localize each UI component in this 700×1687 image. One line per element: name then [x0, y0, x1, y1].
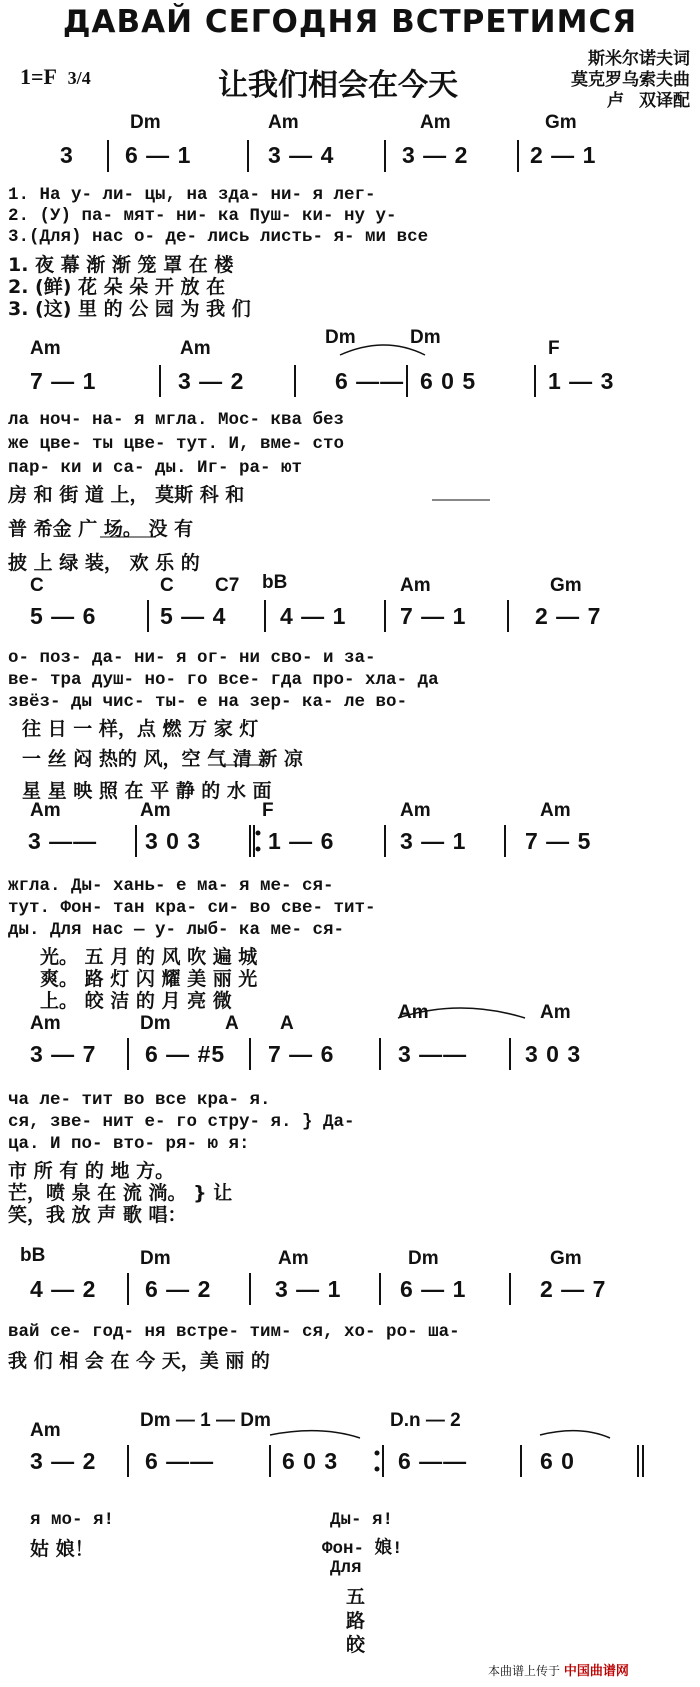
lyric-line: Ды- я! [330, 1510, 394, 1530]
measure: 5 — 4 [160, 603, 227, 629]
measure: 3 0 3 [145, 828, 202, 854]
measure: 1 — 3 [548, 368, 615, 394]
key-label: 1=F [20, 64, 57, 89]
chord: Dm [410, 327, 441, 348]
chord: bB [20, 1245, 46, 1266]
chord: Am [140, 800, 171, 821]
measure: 6 — #5 [145, 1041, 226, 1067]
lyric-line-zh: 3. (这) 里 的 公 园 为 我 们 [8, 298, 251, 320]
measure: 6 — 1 [400, 1276, 467, 1302]
page-title-ru: ДАВАЙ СЕГОДНЯ ВСТРЕТИМСЯ [62, 4, 638, 40]
chord: A [280, 1013, 294, 1034]
lyric-line: Для [330, 1558, 362, 1578]
measure: 6 —— [145, 1448, 215, 1474]
measure: 3 — 2 [402, 142, 469, 168]
chord: Am [30, 800, 61, 821]
measure: 3 — 4 [268, 142, 335, 168]
chord: Gm [550, 575, 582, 596]
chord: Dm [408, 1248, 439, 1269]
lyric-line-zh: 光。 五 月 的 风 吹 遍 城 [40, 946, 258, 968]
lyric-line-zh: 2. (鲜) 花 朵 朵 开 放 在 [8, 276, 226, 298]
measure: 6 0 [540, 1448, 575, 1474]
measure: 3 — 2 [30, 1448, 97, 1474]
measure: 6 — 2 [145, 1276, 212, 1302]
lyric-col-zh: 皎 [346, 1634, 366, 1656]
lyric-line: ча ле- тит во все кра- я. [8, 1090, 271, 1110]
time-denominator: 4 [81, 68, 91, 88]
measure: 3 0 3 [525, 1041, 582, 1067]
lyric-line: 3.(Для) нас о- де- лись листь- я- ми все [8, 227, 429, 247]
chord: Am [30, 1420, 61, 1441]
measure: 4 — 2 [30, 1276, 97, 1302]
chord: bB [262, 572, 288, 593]
lyric-line-zh: 爽。 路 灯 闪 耀 美 丽 光 [40, 968, 258, 990]
chord: Am [400, 575, 431, 596]
measure: 1 — 6 [268, 828, 335, 854]
key-signature [20, 64, 91, 90]
footer [488, 1660, 629, 1679]
lyric-line: 2. (У) па- мят- ни- ка Пуш- ки- ну у- [8, 206, 397, 226]
lyric-line: Фон- 娘! [322, 1539, 403, 1559]
lyric-line: я мо- я! [30, 1510, 115, 1530]
measure: 3 — 1 [275, 1276, 342, 1302]
footer-text: 本曲谱上传于 [488, 1664, 561, 1678]
measure: 3 —— [398, 1041, 468, 1067]
lyric-line: ла ноч- на- я мгла. Мос- ква без [8, 410, 345, 430]
chord: Gm [550, 1248, 582, 1269]
chord: Dm [325, 327, 356, 348]
lyric-line-zh: 房 和 街 道 上， 莫斯 科 和 [8, 484, 245, 506]
chord: C7 [215, 575, 240, 596]
measure: 7 — 1 [30, 368, 97, 394]
credit-music: 莫克罗乌索夫曲 [571, 70, 690, 90]
lyric-line-zh: 披 上 绿 装， 欢 乐 的 [8, 552, 200, 574]
measure: 6 —— [398, 1448, 468, 1474]
lyric-line: о- поз- да- ни- я ог- ни сво- и за- [8, 648, 376, 668]
measure: 6 0 5 [420, 368, 477, 394]
footer-site[interactable]: 中国曲谱网 [563, 1664, 629, 1679]
lyric-line: ца. И по- вто- ря- ю я: [8, 1134, 250, 1154]
lyric-col-zh: 五 [346, 1586, 366, 1608]
chord: C [30, 575, 44, 596]
measure: 2 — 7 [535, 603, 602, 629]
lyric-line: же цве- ты цве- тут. И, вме- сто [8, 434, 345, 454]
credit-translator-b: 双译配 [639, 91, 690, 111]
chord: Am [278, 1248, 309, 1269]
chord: Am [540, 1002, 571, 1023]
lyric-col-zh: 路 [346, 1610, 366, 1632]
lyric-line: 1. На у- ли- цы, на зда- ни- я лег- [8, 185, 376, 205]
lyric-line-zh: 上。 皎 洁 的 月 亮 微 [40, 990, 232, 1012]
measure: 6 0 3 [282, 1448, 339, 1474]
measure: 7 — 5 [525, 828, 592, 854]
lyric-line-zh: 芒，喷 泉 在 流 淌。 } 让 [8, 1182, 233, 1204]
lyric-line-zh: 姑 娘！ [30, 1538, 94, 1560]
lyric-line: тут. Фон- тан кра- си- во све- тит- [8, 898, 376, 918]
lyric-line: пар- ки и са- ды. Иг- ра- ют [8, 458, 303, 478]
measure: 6 — 1 [125, 142, 192, 168]
chord: Am [180, 338, 211, 359]
lyric-line: звёз- ды чис- ты- е на зер- ка- ле во- [8, 692, 408, 712]
chord: Dm — 1 — Dm [140, 1410, 271, 1431]
chord: A [225, 1013, 239, 1034]
chord: Am [30, 1013, 61, 1034]
measure: 3 — 1 [400, 828, 467, 854]
measure: 7 — 1 [400, 603, 467, 629]
credit-lyrics: 斯米尔诺夫词 [588, 49, 690, 69]
lyric-line-zh: 一 丝 闷 热的 风，空 气 清 新 凉 [22, 748, 303, 770]
lyric-line-zh: 往 日 一 样，点 燃 万 家 灯 [22, 718, 259, 740]
chord: Am [268, 112, 299, 133]
lyric-line: вай се- год- ня встре- тим- ся, хо- ро- ша- [8, 1322, 460, 1342]
chord: Am [398, 1002, 429, 1023]
chord: Gm [545, 112, 577, 133]
chord: Am [540, 800, 571, 821]
measure: 7 — 6 [268, 1041, 335, 1067]
time-signature: 3/4 [67, 68, 91, 88]
lyric-line-zh: 笑，我 放 声 歌 唱： [8, 1204, 187, 1226]
chord: F [262, 800, 274, 821]
measure: 4 — 1 [280, 603, 347, 629]
lyric-line-zh: 我 们 相 会 在 今 天，美 丽 的 [8, 1350, 270, 1372]
chord: F [548, 338, 560, 359]
measure: 3 — 7 [30, 1041, 97, 1067]
page-title-zh: 让我们相会在今天 [218, 68, 458, 103]
chord: Am [420, 112, 451, 133]
measure: 2 — 1 [530, 142, 597, 168]
lyric-line: ды. Для нас — у- лыб- ка ме- ся- [8, 920, 345, 940]
lyric-line-zh: 星 星 映 照 在 平 静 的 水 面 [22, 780, 272, 802]
chord: Am [400, 800, 431, 821]
time-numerator: 3 [67, 68, 77, 88]
chord: D.n — 2 [390, 1410, 461, 1431]
chord: Dm [140, 1013, 171, 1034]
measure: 5 — 6 [30, 603, 97, 629]
measure: 3 — 2 [178, 368, 245, 394]
lyric-line: ся, зве- нит е- го стру- я. } Да- [8, 1112, 355, 1132]
lyric-line-zh: 市 所 有 的 地 方。 [8, 1160, 175, 1182]
credit-translator-a: 卢 [607, 91, 624, 111]
lyric-line-zh: 1. 夜 幕 渐 渐 笼 罩 在 楼 [8, 254, 234, 276]
measure: 3 —— [28, 828, 98, 854]
measure: 2 — 7 [540, 1276, 607, 1302]
note-pickup: 3 [60, 142, 74, 168]
chord: C [160, 575, 174, 596]
chord: Am [30, 338, 61, 359]
measure: 6 —— [335, 368, 405, 394]
chord: Dm [130, 112, 161, 133]
lyric-line: ве- тра душ- но- го все- гда про- хла- да [8, 670, 439, 690]
lyric-line-zh: 普 希金 广 场。 没 有 [8, 518, 194, 540]
lyric-line: жгла. Ды- хань- е ма- я ме- ся- [8, 876, 334, 896]
chord: Dm [140, 1248, 171, 1269]
